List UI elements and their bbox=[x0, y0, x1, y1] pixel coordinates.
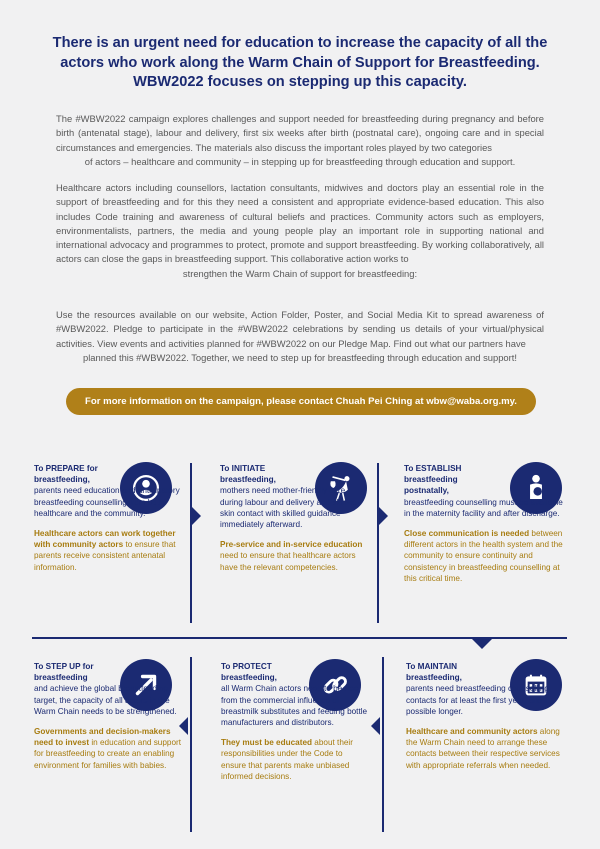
step-establish-detail: between different actors in the health system and the community to ensure continuity and consistency in breastfeeding counselling at this critical time. bbox=[404, 529, 563, 583]
headline-line-1: There is an urgent need for education to increase the capacity of all the bbox=[52, 35, 548, 51]
chevron-right-icon bbox=[379, 507, 388, 525]
actors-paragraph-end: strengthen the Warm Chain of support for breastfeeding: bbox=[182, 267, 418, 279]
intro-paragraph-main: The #WBW2022 campaign explores challenges and support needed for breastfeeding during pregnancy and before birth (antenatal stage), labour and delivery, first six weeks after birth (postnatal care), ongoing care and in special circumstances and emergencies. The materials also discuss the important roles played by two categories bbox=[56, 113, 544, 153]
step-maintain bbox=[406, 661, 566, 771]
step-protect-heading: To PROTECT breastfeeding, bbox=[221, 662, 277, 683]
step-establish bbox=[404, 463, 566, 584]
step-stepup bbox=[34, 661, 184, 771]
step-protect bbox=[221, 661, 369, 782]
chevron-left-icon bbox=[371, 717, 380, 735]
step-protect-detail: about their responsibilities under the Code to ensure that parents make unbiased informed decisions. bbox=[221, 738, 353, 781]
connector-line bbox=[190, 463, 192, 623]
step-prepare-detail: to ensure that parents receive consistent antenatal information. bbox=[34, 540, 176, 572]
step-protect-body: all Warm Chain actors need to be free from the commercial influence of breastmilk substitutes and feeding bottle manufacturers and distributors. bbox=[221, 684, 368, 728]
warm-chain-steps bbox=[32, 447, 567, 842]
resources-paragraph-end: planned this #WBW2022. Together, we need to step up for breastfeeding through education and support! bbox=[83, 351, 517, 363]
step-maintain-heading: To MAINTAIN breastfeeding, bbox=[406, 662, 462, 683]
step-establish-heading: To ESTABLISH breastfeeding postnatally, bbox=[404, 464, 462, 496]
headline bbox=[40, 34, 560, 93]
step-maintain-body: parents need breastfeeding counselling contacts for at least the first year, and if possible longer. bbox=[406, 684, 549, 716]
connector-line bbox=[382, 657, 384, 832]
connector-line bbox=[190, 657, 192, 832]
connector-line bbox=[377, 463, 379, 623]
resources-paragraph-main: Use the resources available on our website, Action Folder, Poster, and Social Media Kit to spread awareness of #WBW2022. Pledge to participate in the #WBW2022 celebrations by sending us details of your virtual/physical activities. View events and activities planned for #WBW2022 on our Pledge Map. Find out what our partners have bbox=[56, 309, 544, 349]
step-initiate-detail: need to ensure that healthcare actors have the relevant competencies. bbox=[220, 551, 356, 572]
actors-paragraph bbox=[56, 181, 544, 281]
step-initiate bbox=[220, 463, 368, 573]
step-stepup-detail: in education and support for breastfeeding to create an enabling environment for families with babies. bbox=[34, 738, 182, 770]
chevron-down-icon bbox=[472, 639, 492, 649]
step-initiate-heading: To INITIATE breastfeeding, bbox=[220, 464, 276, 485]
intro-paragraph-end: of actors – healthcare and community – in stepping up for breastfeeding through education and support. bbox=[84, 155, 516, 167]
step-establish-highlight: Close communication is needed bbox=[404, 529, 530, 539]
step-stepup-highlight: Governments and decision-makers need to invest bbox=[34, 727, 171, 748]
step-prepare-highlight: Healthcare actors can work together with community actors bbox=[34, 529, 176, 550]
headline-line-2: actors who work along the Warm Chain of Support for Breastfeeding. bbox=[60, 54, 540, 71]
step-maintain-detail: along the Warm Chain need to arrange these contacts between their respective services with appropriate referrals when needed. bbox=[406, 727, 560, 770]
step-stepup-body: and achieve the global breastfeeding target, the capacity of all actors in the Warm Chain needs to be strengthened. bbox=[34, 684, 177, 716]
step-prepare bbox=[34, 463, 182, 573]
chevron-right-icon bbox=[192, 507, 201, 525]
resources-paragraph bbox=[56, 308, 544, 365]
step-prepare-heading: To PREPARE for breastfeeding, bbox=[34, 464, 98, 485]
intro-paragraph bbox=[56, 112, 544, 169]
actors-paragraph-main: Healthcare actors including counsellors, lactation consultants, midwives and doctors play an essential role in the support of breastfeeding and for this they need a consistent and appropriate evidence-based education. This also includes Code training and awareness of cultural beliefs and practices. Community actors such as employers, environmentalists, partners, the media and young people play an important role in supporting national and international advocacy and programmes to protect, promote and support breastfeeding. By working collaboratively, all actors can close the gaps in breastfeeding support. This collaborative action works to bbox=[56, 182, 544, 265]
contact-banner[interactable]: For more information on the campaign, please contact Chuah Pei Ching at wbw@waba.org.my. bbox=[66, 388, 536, 415]
step-establish-body: breastfeeding counselling must be available in the maternity facility and after discharge. bbox=[404, 497, 563, 518]
step-stepup-heading: To STEP UP for breastfeeding bbox=[34, 662, 94, 683]
step-protect-highlight: They must be educated bbox=[221, 738, 312, 748]
headline-line-3: WBW2022 focuses on stepping up this capacity. bbox=[133, 74, 467, 90]
step-initiate-body: mothers need mother-friendly care during labour and delivery and skin-to-skin contact with skilled guidance immediately afterward. bbox=[220, 486, 360, 530]
step-initiate-highlight: Pre-service and in-service education bbox=[220, 540, 363, 550]
step-prepare-body: parents need education and anticipatory breastfeeding counselling from both healthcare and the community. bbox=[34, 486, 180, 518]
step-maintain-highlight: Healthcare and community actors bbox=[406, 727, 538, 737]
